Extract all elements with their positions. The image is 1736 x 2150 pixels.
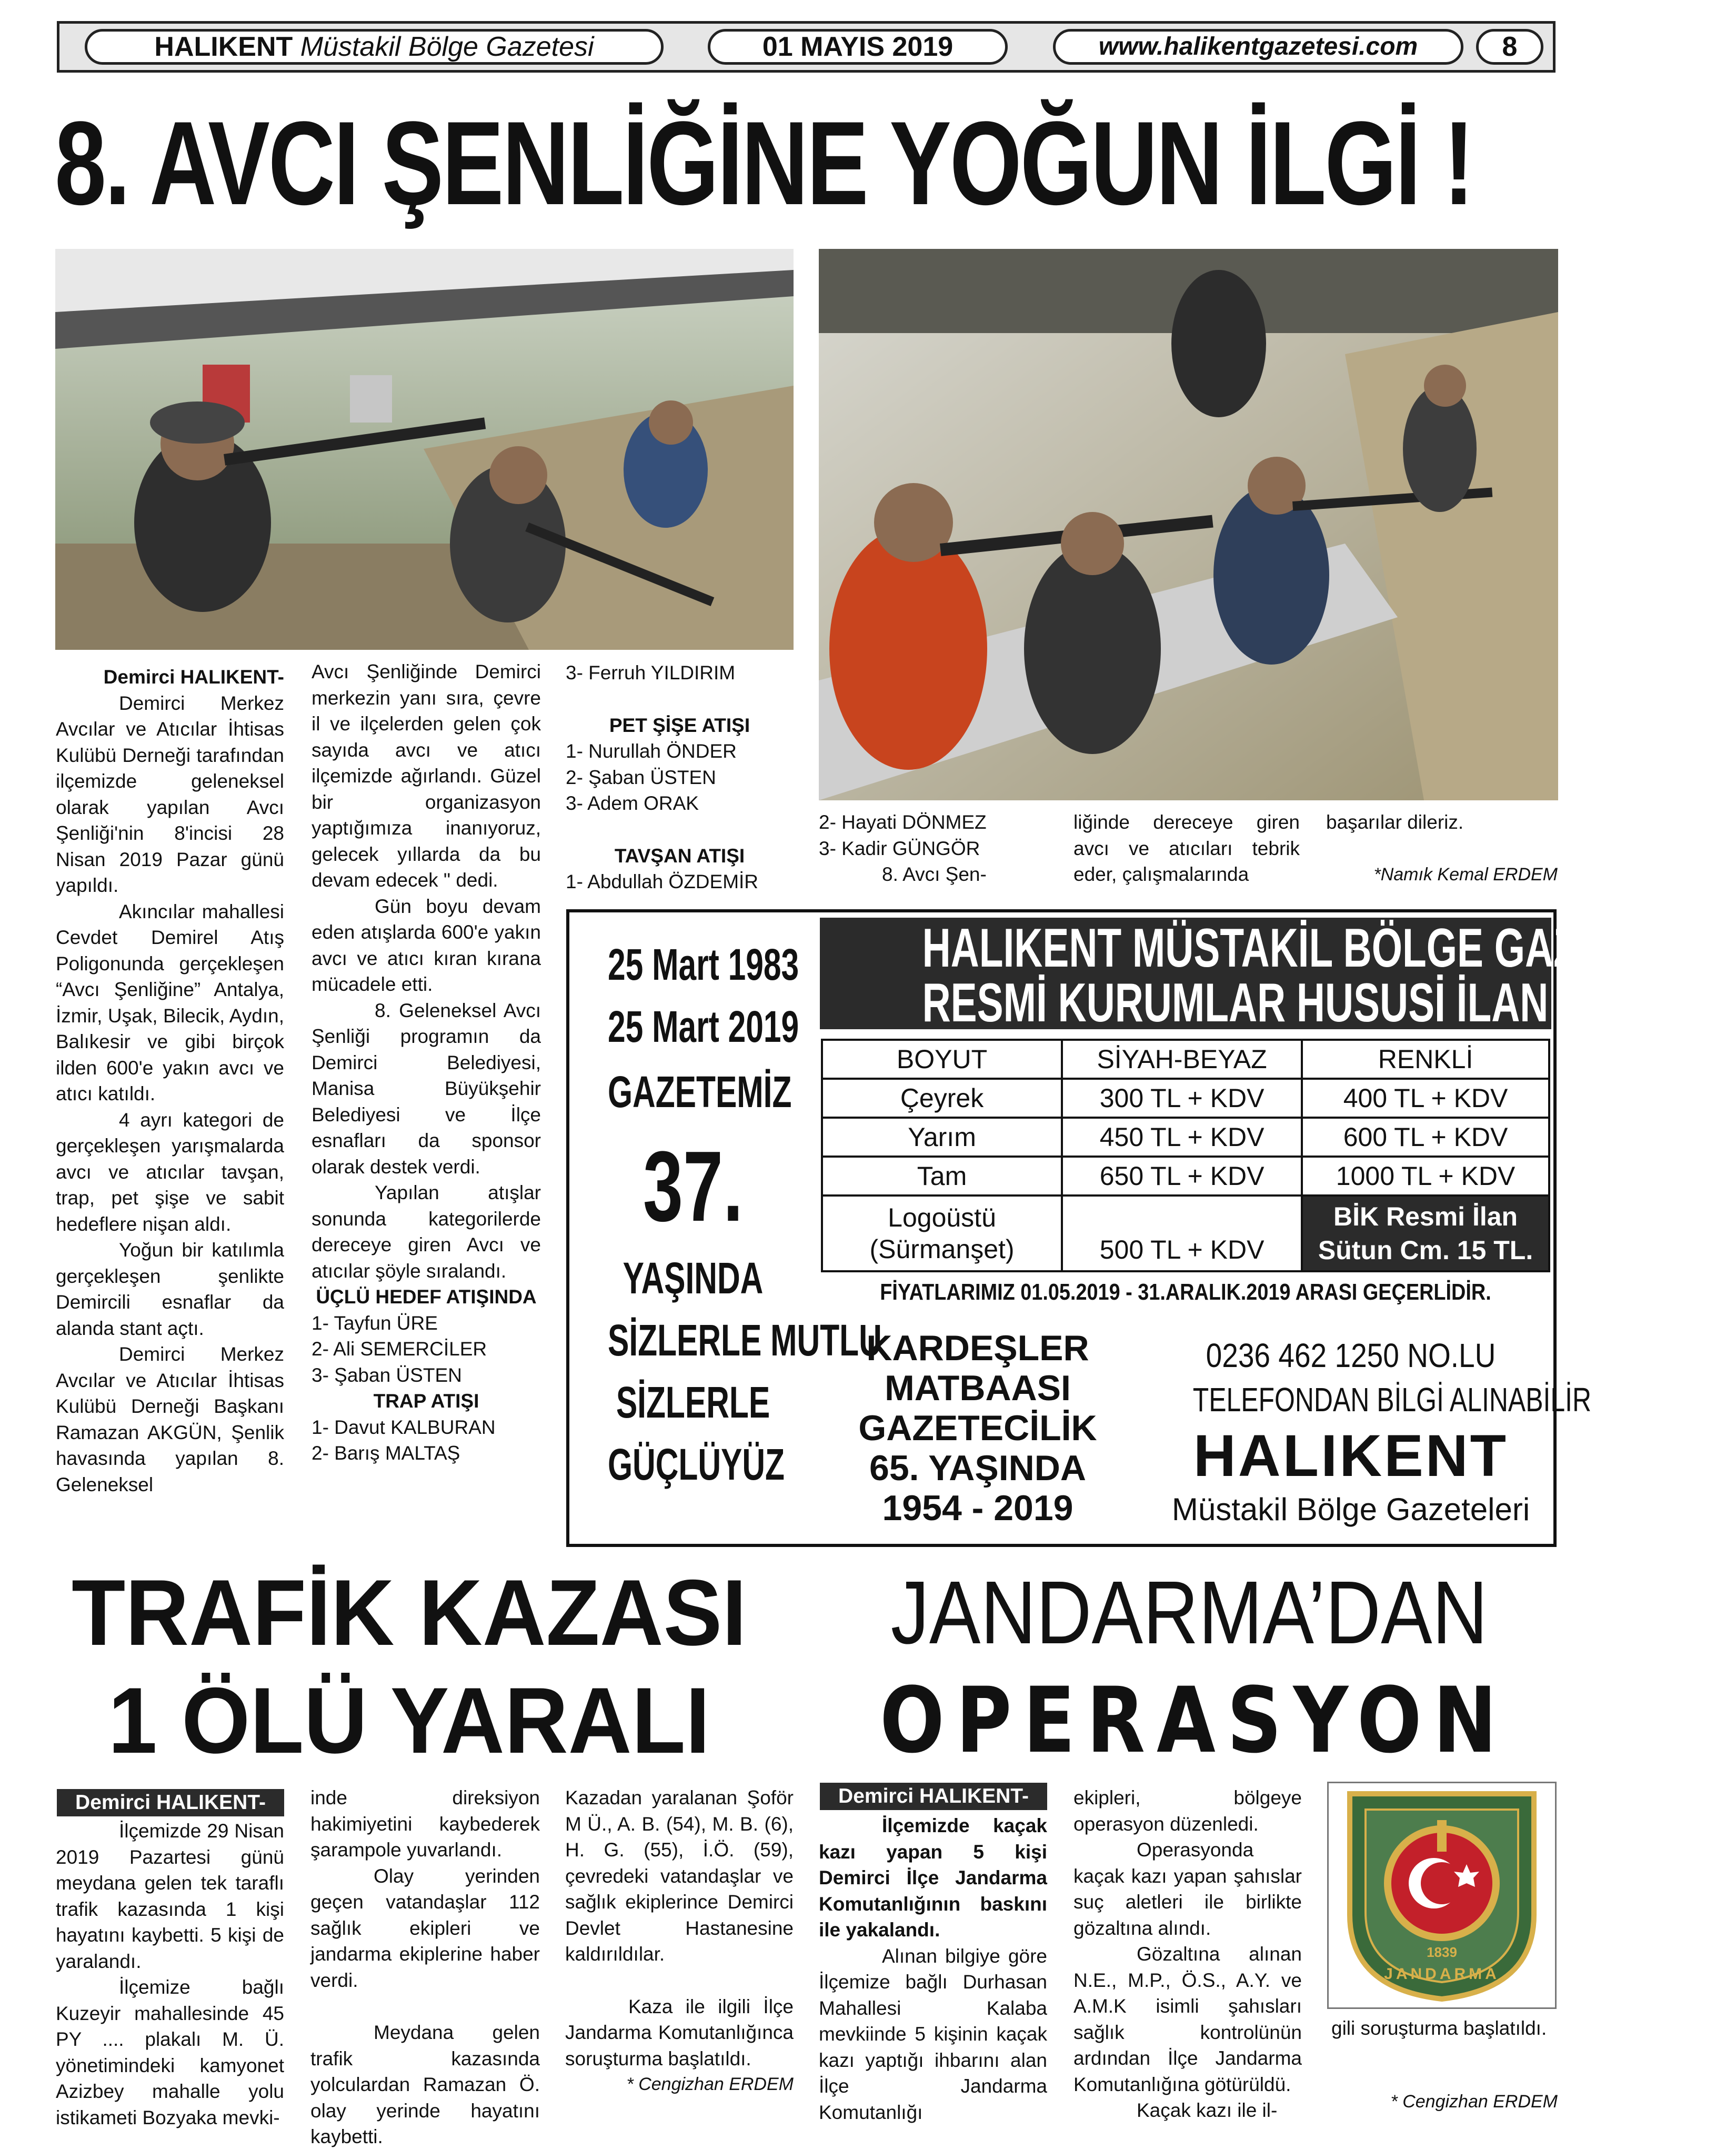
paragraph: Demirci Merkez Avcılar ve Atıcılar İhtisas Kulübü Derneği Başkanı Ramazan AKGÜN, Şenlik havasında yapılan 8. Geleneksel [56, 1343, 284, 1495]
article1-col2 [312, 659, 541, 1466]
anniversary-line1: 25 Mart 1983 [608, 940, 799, 989]
paragraph: Avcı Şenliğinde Demirci merkezin yanı sıra, çevre il ve ilçelerden gelen çok sayıda avcı ve atıcı ilçemizde ağırlandı. Güzel bir organizasyon yaptığımıza inanıyoruz, gelecek yıllarda da bu devam edecek " dedi. [312, 661, 541, 891]
tariff-title1: HALIKENT MÜSTAKİL BÖLGE GAZETESİ [922, 918, 1692, 979]
paragraph-gap [1326, 836, 1558, 862]
tariff-size-line1: Logoüstü [888, 1203, 996, 1232]
shooting-range-photo-1 [55, 249, 794, 650]
paragraph: 3- Şaban ÜSTEN [312, 1364, 462, 1386]
paragraph: 2- Hayati DÖNMEZ [819, 811, 987, 833]
tariff-cell: Yarım [822, 1118, 1062, 1157]
tariff-validity: FİYATLARIMIZ 01.05.2019 - 31.ARALIK.2019 ARASI GEÇERLİDİR. [880, 1279, 1491, 1305]
paragraph: Kaçak kazı ile il- [1137, 2099, 1278, 2121]
paragraph: PET ŞİŞE ATIŞI [609, 714, 750, 736]
emblem-year: 1839 [1427, 1944, 1457, 1960]
paragraph: Kaza ile ilgili İlçe Jandarma Komutanlığınca soruşturma başlatıldı. [565, 1995, 794, 2069]
tariff-table [821, 1039, 1550, 1272]
paragraph: 3- Adem ORAK [566, 792, 699, 814]
website-link[interactable]: www.halikentgazetesi.com [1053, 29, 1463, 65]
tariff-cell: Çeyrek [822, 1079, 1062, 1118]
paragraph: Alınan bilgiye göre İlçemize bağlı Durhasan Mahallesi Kalaba mevkiinde 5 kişinin kaçak kazı yaptığı ihbarını alan İlçe Jandarma Komutanlığı [819, 1945, 1047, 2123]
jandarma-headline-1: JANDARMA’DAN [890, 1563, 1488, 1663]
article2-col2 [310, 1785, 540, 2150]
jandarma-emblem-icon [1329, 1783, 1555, 2007]
paragraph: TAVŞAN ATIŞI [614, 845, 745, 867]
tariff-row [822, 1118, 1549, 1157]
paragraph: inde direksiyon hakimiyetini kaybederek şarampole yuvarlandı. [310, 1787, 540, 1861]
jandarma-emblem-frame [1327, 1782, 1557, 2009]
anniversary-line2: 25 Mart 2019 [608, 1002, 799, 1051]
traffic-headline-2: 1 ÖLÜ YARALI [108, 1668, 710, 1773]
bik-line1: BİK Resmi İlan [1333, 1202, 1518, 1231]
paragraph: Operasyonda kaçak kazı yapan şahıslar suç aletleri ile birlikte gözaltına alındı. [1073, 1839, 1302, 1939]
paragraph: Yapılan atışlar sonunda kategorilerde dereceye giren Avcı ve atıcılar şöyle sıralandı. [312, 1182, 541, 1282]
bik-line2: Sütun Cm. 15 TL. [1318, 1235, 1533, 1265]
contact-block [1148, 1333, 1592, 1529]
anniversary-line7: GÜÇLÜYÜZ [608, 1440, 785, 1489]
advertisement-box [566, 909, 1736, 1547]
printer-block [820, 1328, 1136, 1528]
article1-col1 [56, 664, 284, 1498]
paragraph-gap [310, 1993, 540, 2020]
shooting-range-photo-2 [819, 249, 1558, 800]
tariff-title2: RESMİ KURUMLAR HUSUSİ İLAN TARİFESİ [922, 972, 1736, 1033]
paragraph: TRAP ATIŞI [373, 1390, 479, 1412]
paragraph: Kazadan yaralanan Şoför M Ü., A. B. (54), M. B. (6), H. G. (55), İ.Ö. (59), çevredeki vatandaşlar ve sağlık ekiplerince Demirci Devlet Hastanesine kaldırıldılar. [565, 1787, 794, 1965]
paragraph: liğinde dereceye giren avcı ve atıcıları tebrik eder, çalışmalarında [1073, 811, 1300, 885]
article2-col3 [565, 1785, 794, 2098]
paragraph: Yoğun bir katılımla gerçekleşen şenlikte Demircili esnaflar da alanda stant açtı. [56, 1239, 284, 1339]
paragraph: İlçemizde 29 Nisan 2019 Pazartesi günü meydana gelen tek taraflı trafik kazasında 1 kişi hayatını kaybetti. 5 kişi de yaralandı. [56, 1820, 284, 1972]
paragraph: 1- Davut KALBURAN [312, 1416, 496, 1438]
tariff-row-last [822, 1195, 1549, 1271]
article3-col3-tail: gili soruşturma başlatıldı. [1331, 2017, 1547, 2039]
tariff-title-bar [820, 918, 1736, 1033]
article2-col1 [56, 1818, 284, 2131]
tariff-cell-bw-last: 500 TL + KDV [1062, 1195, 1302, 1271]
tariff-header-bw: SİYAH-BEYAZ [1062, 1040, 1302, 1079]
paragraph: * Cengizhan ERDEM [626, 2074, 794, 2094]
tariff-cell: 400 TL + KDV [1302, 1079, 1549, 1118]
printer-line3: GAZETECİLİK [858, 1408, 1097, 1448]
anniversary-line6: SİZLERLE [616, 1378, 770, 1427]
photo-1-illustration [55, 249, 794, 650]
tariff-header-color: RENKLİ [1302, 1040, 1549, 1079]
anniversary-number: 37. [643, 1131, 744, 1242]
tariff-header-row [822, 1040, 1549, 1079]
contact-brand-sub: Müstakil Bölge Gazeteleri [1171, 1492, 1530, 1527]
paragraph: Demirci HALIKENT- [103, 666, 284, 688]
page-number: 8 [1476, 29, 1543, 65]
article1-col6 [1326, 809, 1558, 888]
paragraph: Meydana gelen trafik kazasında yolculardan Ramazan Ö. olay yerinde hayatını kaybetti. [310, 2022, 540, 2147]
printer-line1: KARDEŞLER [866, 1328, 1089, 1368]
paragraph-gap [566, 686, 794, 712]
tariff-row [822, 1079, 1549, 1118]
paper-name-bold: HALIKENT [154, 32, 293, 62]
printer-line2: MATBAASI [885, 1368, 1071, 1408]
paper-name-rest: Müstakil Bölge Gazetesi [300, 32, 594, 62]
contact-phone: 0236 462 1250 NO.LU [1206, 1337, 1496, 1374]
paragraph: ekipleri, bölgeye operasyon düzenledi. [1073, 1787, 1302, 1835]
paragraph: 1- Nurullah ÖNDER [566, 740, 737, 762]
paragraph: İlçemize bağlı Kuzeyir mahallesinde 45 PY .... plakalı M. Ü. yönetimindeki kamyonet Azizbey mahalle yolu istikameti Bozyaka mevki- [56, 1976, 284, 2128]
tariff-header-size: BOYUT [822, 1040, 1062, 1079]
tariff-size-line2: (Sürmanşet) [869, 1234, 1015, 1264]
paragraph-gap [566, 817, 794, 843]
article3-col2 [1073, 1785, 1302, 2124]
paragraph: *Namık Kemal ERDEM [1373, 864, 1558, 885]
anniversary-block [575, 933, 882, 1539]
paragraph: 2- Ali SEMERCİLER [312, 1338, 487, 1360]
paragraph: Gözaltına alınan N.E., M.P., Ö.S., A.Y. ve A.M.K isimli şahısları sağlık kontrolünün ardından İlçe Jandarma Komutanlığına götürüldü. [1073, 1943, 1302, 2095]
paragraph: ÜÇLÜ HEDEF ATIŞINDA [316, 1286, 537, 1308]
tariff-cell: 1000 TL + KDV [1302, 1157, 1549, 1195]
article3-signature: * Cengizhan ERDEM [1390, 2092, 1558, 2112]
jandarma-headline-2: OPERASYON [880, 1667, 1509, 1773]
article1-col4 [819, 809, 1035, 888]
paragraph: 1- Abdullah ÖZDEMİR [566, 871, 759, 892]
contact-brand: HALIKENT [1193, 1423, 1509, 1489]
contact-info: TELEFONDAN BİLGİ ALINABİLİR [1192, 1381, 1592, 1419]
tariff-cell-size-last [822, 1195, 1062, 1271]
paragraph: Gün boyu devam eden atışlarda 600'e yakın avcı ve atıcı kıran kırana mücadele etti. [312, 895, 541, 995]
paragraph-gap [565, 1967, 794, 1994]
paragraph: 4 ayrı kategori de gerçekleşen yarışmalarda avcı ve atıcılar tavşan, trap, pet şişe ve sabit hedeflere nişan aldı. [56, 1109, 284, 1235]
paragraph: 1- Tayfun ÜRE [312, 1312, 438, 1334]
paper-name-pill [85, 29, 664, 65]
paragraph: Demirci Merkez Avcılar ve Atıcılar İhtisas Kulübü Derneği tarafından ilçemizde geleneksel olarak yapılan Avcı Şenliği'nin 8'incisi 28 Nisan 2019 Pazar günü yapıldı. [56, 692, 284, 896]
paragraph: 2- Şaban ÜSTEN [566, 766, 716, 788]
main-headline: 8. AVCI ŞENLİĞİNE YOĞUN İLGİ ! [55, 96, 1473, 229]
emblem-text: JANDARMA [1384, 1965, 1500, 1983]
anniversary-line3: GAZETEMİZ [608, 1067, 792, 1117]
printer-line4: 65. YAŞINDA [869, 1448, 1086, 1488]
paragraph: Olay yerinden geçen vatandaşlar 112 sağlık ekipleri ve jandarma ekiplerine haber verdi. [310, 1865, 540, 1991]
paragraph: 3- Ferruh YILDIRIM [566, 662, 736, 684]
article1-col5 [1073, 809, 1300, 888]
anniversary-line5: SİZLERLE MUTLU [608, 1315, 882, 1365]
paragraph: başarılar dileriz. [1326, 811, 1464, 833]
tariff-cell: 450 TL + KDV [1062, 1118, 1302, 1157]
anniversary-line4: YAŞINDA [623, 1253, 764, 1303]
paragraph: 2- Barış MALTAŞ [312, 1442, 460, 1464]
paragraph: 8. Geleneksel Avcı Şenliği programın da Demirci Belediyesi, Manisa Büyükşehir Belediyesi ve İlçe esnafları da sponsor olarak destek verdi. [312, 999, 541, 1178]
paragraph: Akıncılar mahallesi Cevdet Demirel Atış Poligonunda gerçekleşen “Avcı Şenliğine” Antalya, İzmir, Uşak, Bilecik, Aydın, Balıkesir ve gibi birçok ilden 600'e yakın avcı ve atıcı katıldı. [56, 900, 284, 1104]
traffic-dateline: Demirci HALIKENT- [57, 1789, 284, 1816]
bik-notice [1302, 1195, 1549, 1271]
paragraph: İlçemizde kaçak kazı yapan 5 kişi Demirci İlçe Jandarma Komutanlığının baskını ile yakalandı. [819, 1815, 1047, 1941]
tariff-row [822, 1157, 1549, 1195]
traffic-headline-1: TRAFİK KAZASI [72, 1560, 747, 1665]
article3-col1 [819, 1813, 1047, 2125]
paragraph: 3- Kadir GÜNGÖR [819, 837, 980, 859]
tariff-cell: 650 TL + KDV [1062, 1157, 1302, 1195]
tariff-cell: 300 TL + KDV [1062, 1079, 1302, 1118]
article1-col3 [566, 660, 794, 895]
photo-2-illustration [819, 249, 1558, 800]
tariff-cell: Tam [822, 1157, 1062, 1195]
printer-line5: 1954 - 2019 [882, 1488, 1073, 1528]
paragraph: 8. Avcı Şen- [882, 863, 987, 885]
jandarma-dateline: Demirci HALIKENT- [820, 1783, 1047, 1810]
masthead-bar [57, 21, 1556, 73]
issue-date: 01 MAYIS 2019 [708, 29, 1008, 65]
tariff-table-wrap [821, 1039, 1550, 1272]
tariff-cell: 600 TL + KDV [1302, 1118, 1549, 1157]
